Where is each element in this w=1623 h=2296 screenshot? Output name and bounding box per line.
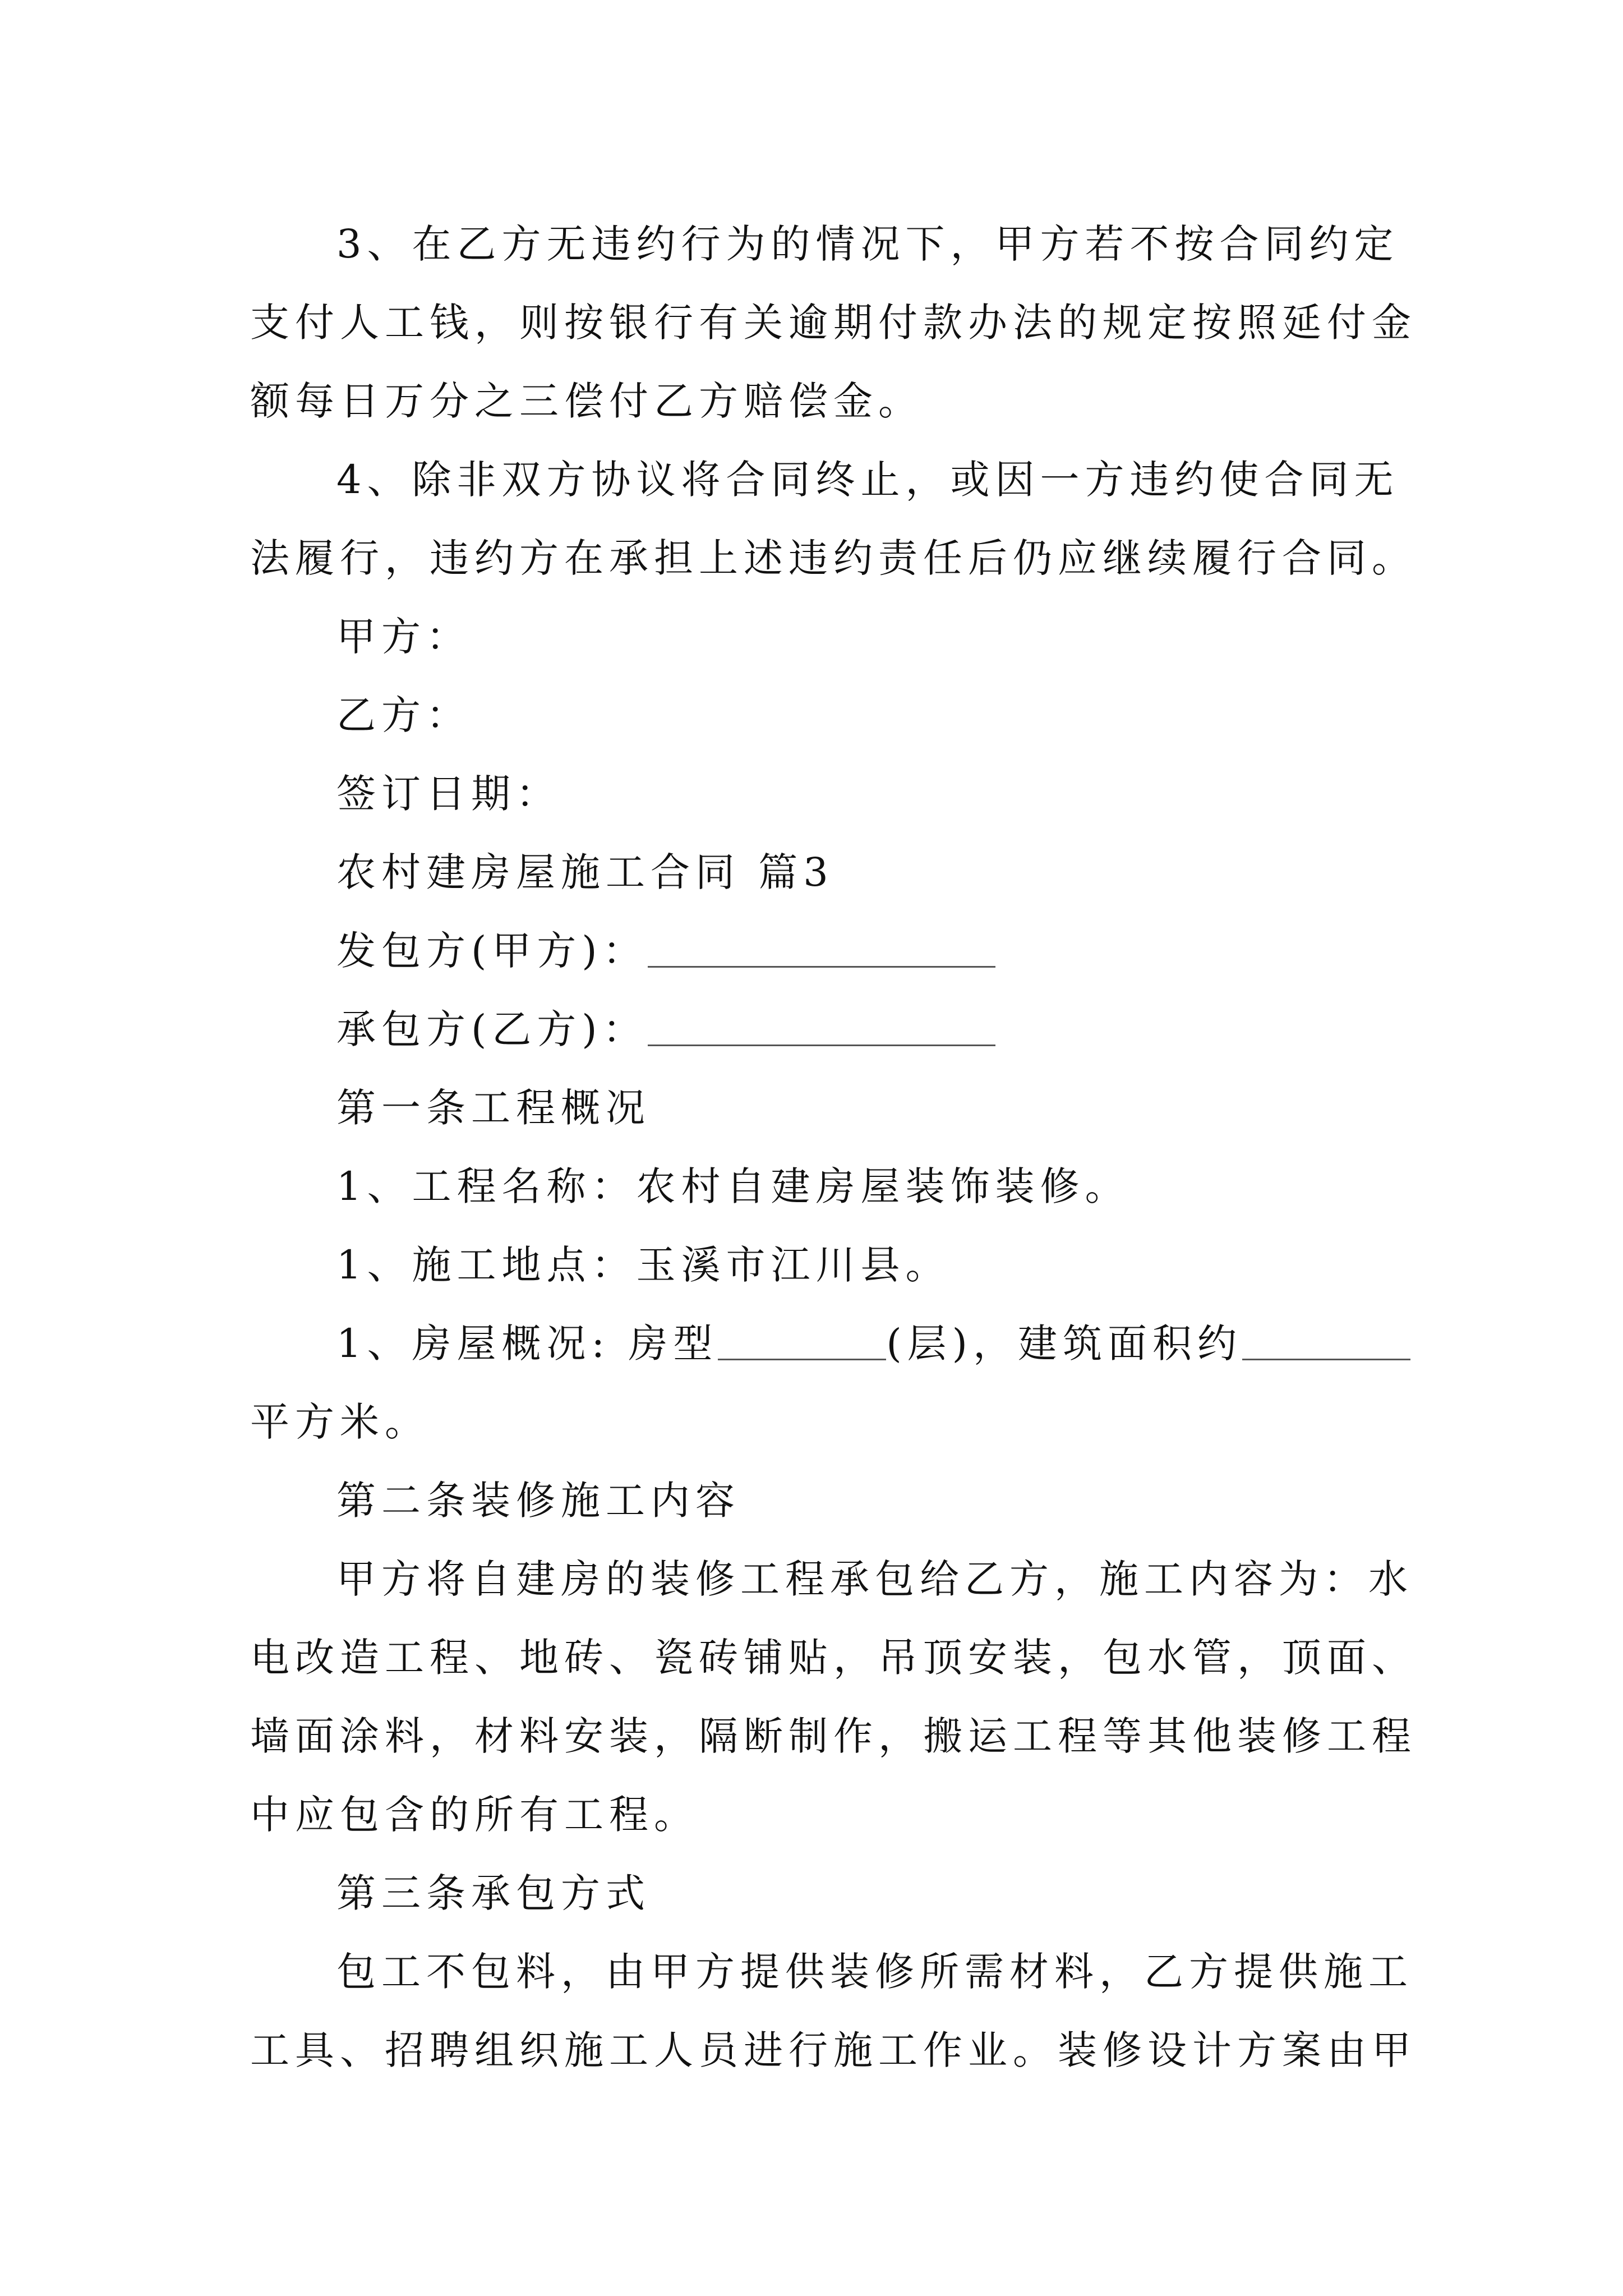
sign-date-label: 签订日期： <box>336 771 561 817</box>
clause-3-line-2: 支付人工钱，则按银行有关逾期付款办法的规定按照延付金 <box>250 300 1417 346</box>
article-2-content <box>250 1540 1417 1854</box>
article-1-project-name: 1、工程名称：农村自建房屋装饰装修。 <box>336 1163 1130 1209</box>
clause-4-line-2: 法履行，违约方在承担上述违约责任后仍应继续履行合同。 <box>250 535 1417 581</box>
article-3-line-2: 工具、招聘组织施工人员进行施工作业。装修设计方案由甲 <box>250 2027 1417 2073</box>
contractor-label: 承包方(乙方)： <box>336 1006 648 1052</box>
article-2-heading: 第二条装修施工内容 <box>336 1478 740 1524</box>
clause-3-penalty <box>250 205 1417 440</box>
party-a-label: 甲方： <box>336 614 471 660</box>
article-3-line-1: 包工不包料，由甲方提供装修所需材料，乙方提供施工 <box>336 1949 1413 1995</box>
party-b-label: 乙方： <box>336 692 471 738</box>
article-2-line-3: 墙面涂料，材料安装，隔断制作，搬运工程等其他装修工程 <box>250 1713 1417 1759</box>
house-area-blank <box>1242 1324 1410 1360</box>
article-2-line-4: 中应包含的所有工程。 <box>250 1792 699 1838</box>
clause-3-line-3: 额每日万分之三偿付乙方赔偿金。 <box>250 378 923 424</box>
employer-label: 发包方(甲方)： <box>336 928 648 974</box>
clause-4-line-1: 4、除非双方协议将合同终止，或因一方违约使合同无 <box>336 457 1399 503</box>
article-1-house-overview <box>250 1304 1383 1461</box>
employer-blank <box>648 931 995 968</box>
article-2-line-2: 电改造工程、地砖、瓷砖铺贴，吊顶安装，包水管，顶面、 <box>250 1635 1417 1681</box>
article-1-location: 1、施工地点：玉溪市江川县。 <box>336 1242 951 1288</box>
article-3-heading: 第三条承包方式 <box>336 1870 651 1916</box>
contract-body <box>250 205 1417 2090</box>
house-overview-line-1 <box>250 1304 1383 1383</box>
contract-title: 农村建房屋施工合同 篇3 <box>336 849 834 895</box>
house-type-label: 1、房屋概况: 房型 <box>336 1320 718 1366</box>
article-3-content <box>250 1932 1417 2090</box>
clause-4-continue <box>250 440 1417 597</box>
house-floors-blank <box>718 1324 886 1360</box>
article-1-heading: 第一条工程概况 <box>336 1085 651 1131</box>
employer-line <box>250 912 1383 990</box>
article-2-line-1: 甲方将自建房的装修工程承包给乙方，施工内容为：水 <box>336 1556 1413 1602</box>
contractor-line <box>250 990 1383 1069</box>
clause-3-line-1: 3、在乙方无违约行为的情况下，甲方若不按合同约定 <box>336 221 1399 267</box>
house-area-label: (层)，建筑面积约 <box>886 1320 1242 1366</box>
house-overview-line-2: 平方米。 <box>250 1399 430 1445</box>
contractor-blank <box>648 1010 995 1046</box>
